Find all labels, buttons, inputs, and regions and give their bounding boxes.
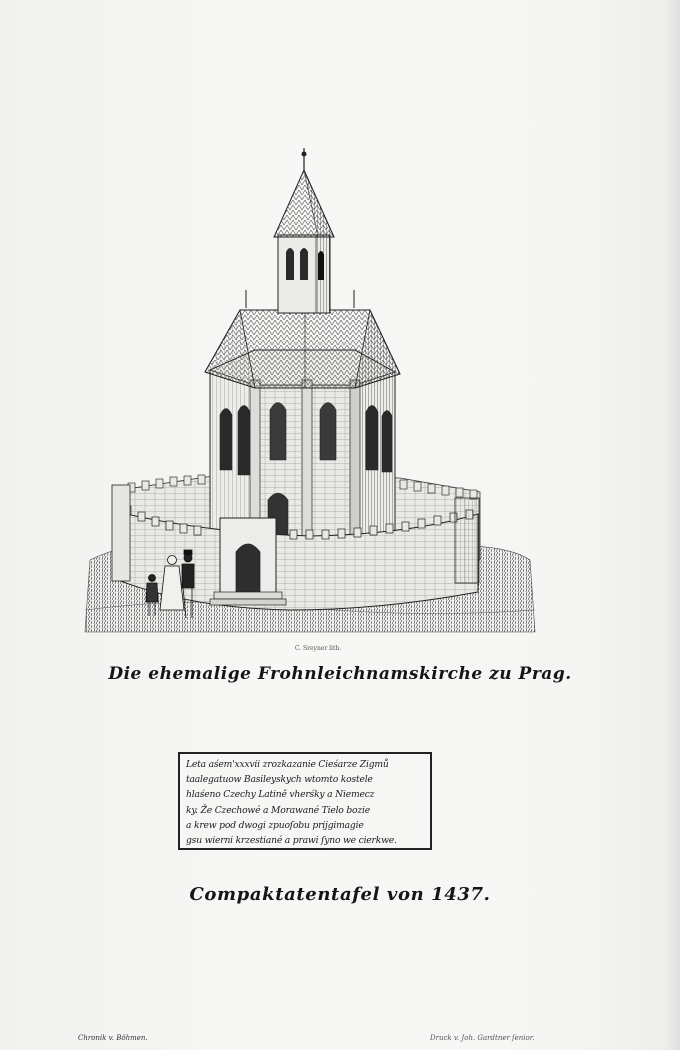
inscription-tablet (178, 752, 432, 850)
tablet-line: a krew pod dwogi zpuoſobu prijgimagie (186, 819, 364, 831)
tablet-line: hlaśeno Czechy Latině vherśky a Niemecz (186, 789, 375, 801)
footer-publication: Chronik v. Böhmen. (78, 1034, 148, 1042)
right-corner-tower (455, 498, 479, 583)
footer-printer: Druck v. Joh. Gardtner ſenior. (430, 1034, 535, 1042)
left-corner-tower (112, 485, 130, 581)
plate-caption: Die ehemalige Frohnleichnamskirche zu Prag. (108, 664, 572, 684)
gatehouse (210, 518, 286, 605)
tablet-line: gsu wierni krzestiané a prawi ſyno we cierkwe. (186, 835, 397, 847)
tablet-line: Leta aśem'xxxvii zrozkazanie Cieśarze Zigmů (186, 759, 389, 770)
tablet-title: Compaktatentafel von 1437. (189, 884, 491, 905)
tablet-line: taalegatuow Basileyskych wtomto kostele (186, 774, 373, 786)
lithographer-credit: C. Sreyner lith. (294, 645, 342, 652)
church-illustration (80, 140, 540, 640)
lantern-tower (274, 148, 334, 313)
tablet-line: ky. Že Czechowé a Morawané Tielo bozie (186, 804, 370, 816)
page-edge-shadow (666, 0, 680, 1050)
